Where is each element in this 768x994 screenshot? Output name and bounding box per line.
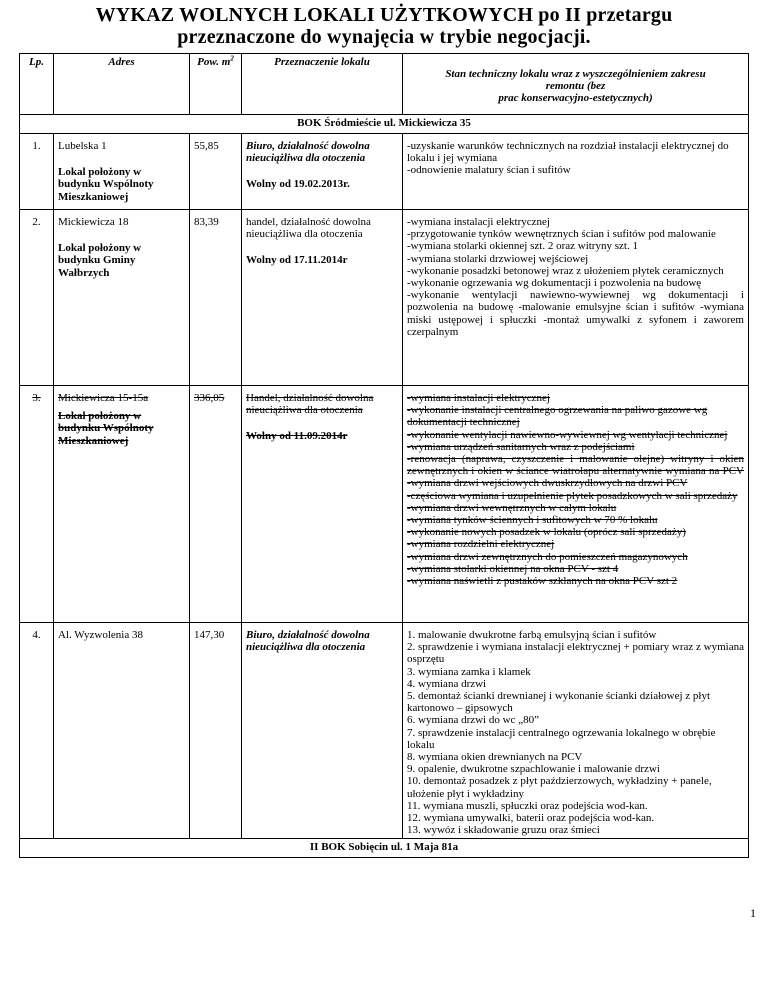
table-row [20, 386, 749, 623]
row-purpose [242, 623, 403, 839]
table-row [20, 210, 749, 386]
header-stan [403, 54, 749, 115]
row-works [403, 210, 749, 386]
purpose-text: Biuro, działalność dowolna nieuciążliwa dla otoczenia [246, 140, 370, 165]
row-works [403, 386, 749, 623]
row-address [54, 623, 190, 839]
address-text: Mickiewicza 15-15a [58, 392, 149, 404]
work-item: -wymiana instalacji elektrycznej [407, 216, 550, 228]
header-stan-line-3: prac konserwacyjno-estetycznych) [498, 92, 653, 105]
section-label: BOK Śródmieście ul. Mickiewicza 35 [20, 115, 749, 134]
header-row [20, 54, 749, 115]
work-item: -częściowa wymiana i uzupełnienie płytek posadzkowych w sali sprzedaży [407, 489, 738, 502]
work-item: -renowacja (naprawa, czyszczenie i malowanie olejne) witryny i okien zewnętrznych i okien w ściance wiatrołapu alternatywnie wymiana na PCV -wymiana drzwi wejściowych dwuskrzydłowych na drzwi PCV [407, 453, 744, 490]
available-from: Wolny od 19.02.2013r. [246, 178, 350, 191]
work-item: 11. wymiana muszli, spłuczki oraz podejścia wod-kan. [407, 799, 648, 812]
header-stan-line-2: remontu (bez [545, 80, 606, 93]
section-row-bok-sobiecin [20, 839, 749, 858]
premises-table [19, 53, 749, 858]
row-lp: 3. [20, 386, 54, 623]
work-item: -wymiana urządzeń sanitarnych wraz z podejściami [407, 440, 635, 453]
work-item: -wykonanie instalacji centralnego ogrzewania na paliwo gazowe wg dokumentacji technicznej [407, 404, 708, 429]
row-area: 55,85 [190, 134, 242, 210]
work-item: -wykonanie wentylacji nawiewno-wywiewnej wg wentylacji technicznej [407, 428, 728, 441]
work-item: -wymiana stolarki okiennej na okna PCV - szt 4 [407, 562, 619, 575]
row-lp: 2. [20, 210, 54, 386]
work-item: 4. wymiana drzwi [407, 677, 487, 690]
work-item: 3. wymiana zamka i klamek [407, 665, 531, 678]
address-note: Lokal położony w budynku Gminy Wałbrzych [58, 242, 142, 279]
work-item: -wymiana stolarki okiennej szt. 2 oraz witryny szt. 1 [407, 240, 638, 253]
work-item: -wykonanie wentylacji nawiewno-wywiewnej wg dokumentacji i pozwolenia na budowę -malowanie emulsyjne ścian i sufitów -wymiana miski ustępowej i spłuczki -montaż umywalki z syfonem i zaworem czerpalnym [407, 289, 744, 338]
row-purpose [242, 386, 403, 623]
table-row [20, 134, 749, 210]
purpose-text: Biuro, działalność dowolna nieuciążliwa dla otoczenia [246, 629, 370, 654]
work-item: -wymiana tynków ściennych i sufitowych w 70 % lokalu [407, 514, 658, 527]
header-przeznaczenie: Przeznaczenie lokalu [242, 54, 403, 115]
section-row-bok-srodmiescie [20, 115, 749, 134]
work-item: 12. wymiana umywalki, baterii oraz podejścia wod-kan. [407, 812, 655, 825]
title-line-1: WYKAZ WOLNYCH LOKALI UŻYTKOWYCH po II przetargu [95, 4, 673, 26]
row-purpose [242, 210, 403, 386]
title-line-2: przeznaczone do wynajęcia w trybie negocjacji. [177, 26, 591, 48]
available-from: Wolny od 17.11.2014r [246, 254, 348, 267]
address-text: Al. Wyzwolenia 38 [58, 629, 143, 641]
row-area: 336,05 [190, 386, 242, 623]
row-works [403, 134, 749, 210]
row-address [54, 210, 190, 386]
work-item: 6. wymiana drzwi do wc „80” [407, 714, 539, 727]
work-item: 5. demontaż ścianki drewnianej i wykonanie ścianki działowej z płyt kartonowo – gipsowych [407, 690, 711, 715]
address-text: Mickiewicza 18 [58, 216, 129, 228]
work-item: 10. demontaż posadzek z płyt paździerzowych, wykładziny + panele, ułożenie płyt i wykładziny [407, 775, 712, 800]
row-purpose [242, 134, 403, 210]
address-note: Lokal położony w budynku Wspólnoty Mieszkaniowej [58, 166, 154, 203]
work-item: -wymiana drzwi wewnętrznych w całym lokalu [407, 501, 617, 514]
work-item: -wymiana instalacji elektrycznej [407, 392, 550, 404]
header-adres: Adres [54, 54, 190, 115]
purpose-text: Handel, działalność dowolna nieuciążliwa dla otoczenia [246, 392, 374, 417]
row-area: 147,30 [190, 623, 242, 839]
work-item: -wykonanie posadzki betonowej wraz z ułożeniem płytek ceramicznych [407, 264, 724, 277]
row-address [54, 386, 190, 623]
header-pow-label: Pow. m [197, 56, 231, 68]
address-text: Lubelska 1 [58, 140, 107, 152]
work-item: 7. sprawdzenie instalacji centralnego ogrzewania lokalnego w obrębie lokalu [407, 726, 716, 751]
work-item: 13. wywóz i składowanie gruzu oraz śmieci [407, 824, 600, 837]
work-item: -wymiana stolarki drzwiowej wejściowej [407, 252, 589, 265]
work-item: -odnowienie malatury ścian i sufitów [407, 164, 571, 177]
row-works [403, 623, 749, 839]
available-from: Wolny od 11.09.2014r [246, 430, 348, 443]
document-title [0, 4, 768, 48]
work-item: -przygotowanie tynków wewnętrznych ścian i sufitów pod malowanie [407, 228, 716, 241]
page-number: 1 [750, 906, 756, 920]
table-row [20, 623, 749, 839]
row-address [54, 134, 190, 210]
work-item: 2. sprawdzenie i wymiana instalacji elektrycznej + pomiary wraz z wymiana osprzętu [407, 641, 744, 666]
work-item: -wykonanie ogrzewania wg dokumentacji i pozwolenia na budowę [407, 277, 702, 290]
work-item: -uzyskanie warunków technicznych na rozdział instalacji elektrycznej do lokalu i jej wymiana [407, 140, 729, 165]
section-label: II BOK Sobięcin ul. 1 Maja 81a [20, 839, 749, 858]
header-lp: Lp. [20, 54, 54, 115]
purpose-text: handel, działalność dowolna nieuciążliwa dla otoczenia [246, 216, 371, 241]
row-area: 83,39 [190, 210, 242, 386]
header-pow [190, 54, 242, 115]
work-item: 1. malowanie dwukrotne farbą emulsyjną ścian i sufitów [407, 629, 657, 641]
work-item: -wymiana rozdzielni elektrycznej [407, 538, 555, 551]
header-stan-line-1: Stan techniczny lokalu wraz z wyszczególnieniem zakresu [445, 68, 706, 80]
work-item: 8. wymiana okien drewnianych na PCV [407, 751, 583, 764]
work-item: -wymiana naświetli z pustaków szklanych na okna PCV szt 2 [407, 575, 678, 588]
row-lp: 1. [20, 134, 54, 210]
address-note: Lokal położony w budynku Wspólnoty Mieszkaniowej [58, 410, 154, 447]
work-item: -wykonanie nowych posadzek w lokalu (oprócz sali sprzedaży) [407, 526, 686, 539]
row-lp: 4. [20, 623, 54, 839]
work-item: 9. opalenie, dwukrotne szpachlowanie i malowanie drzwi [407, 763, 660, 776]
work-item: -wymiana drzwi zewnętrznych do pomieszczeń magazynowych [407, 550, 688, 563]
header-pow-sup: 2 [230, 54, 234, 63]
